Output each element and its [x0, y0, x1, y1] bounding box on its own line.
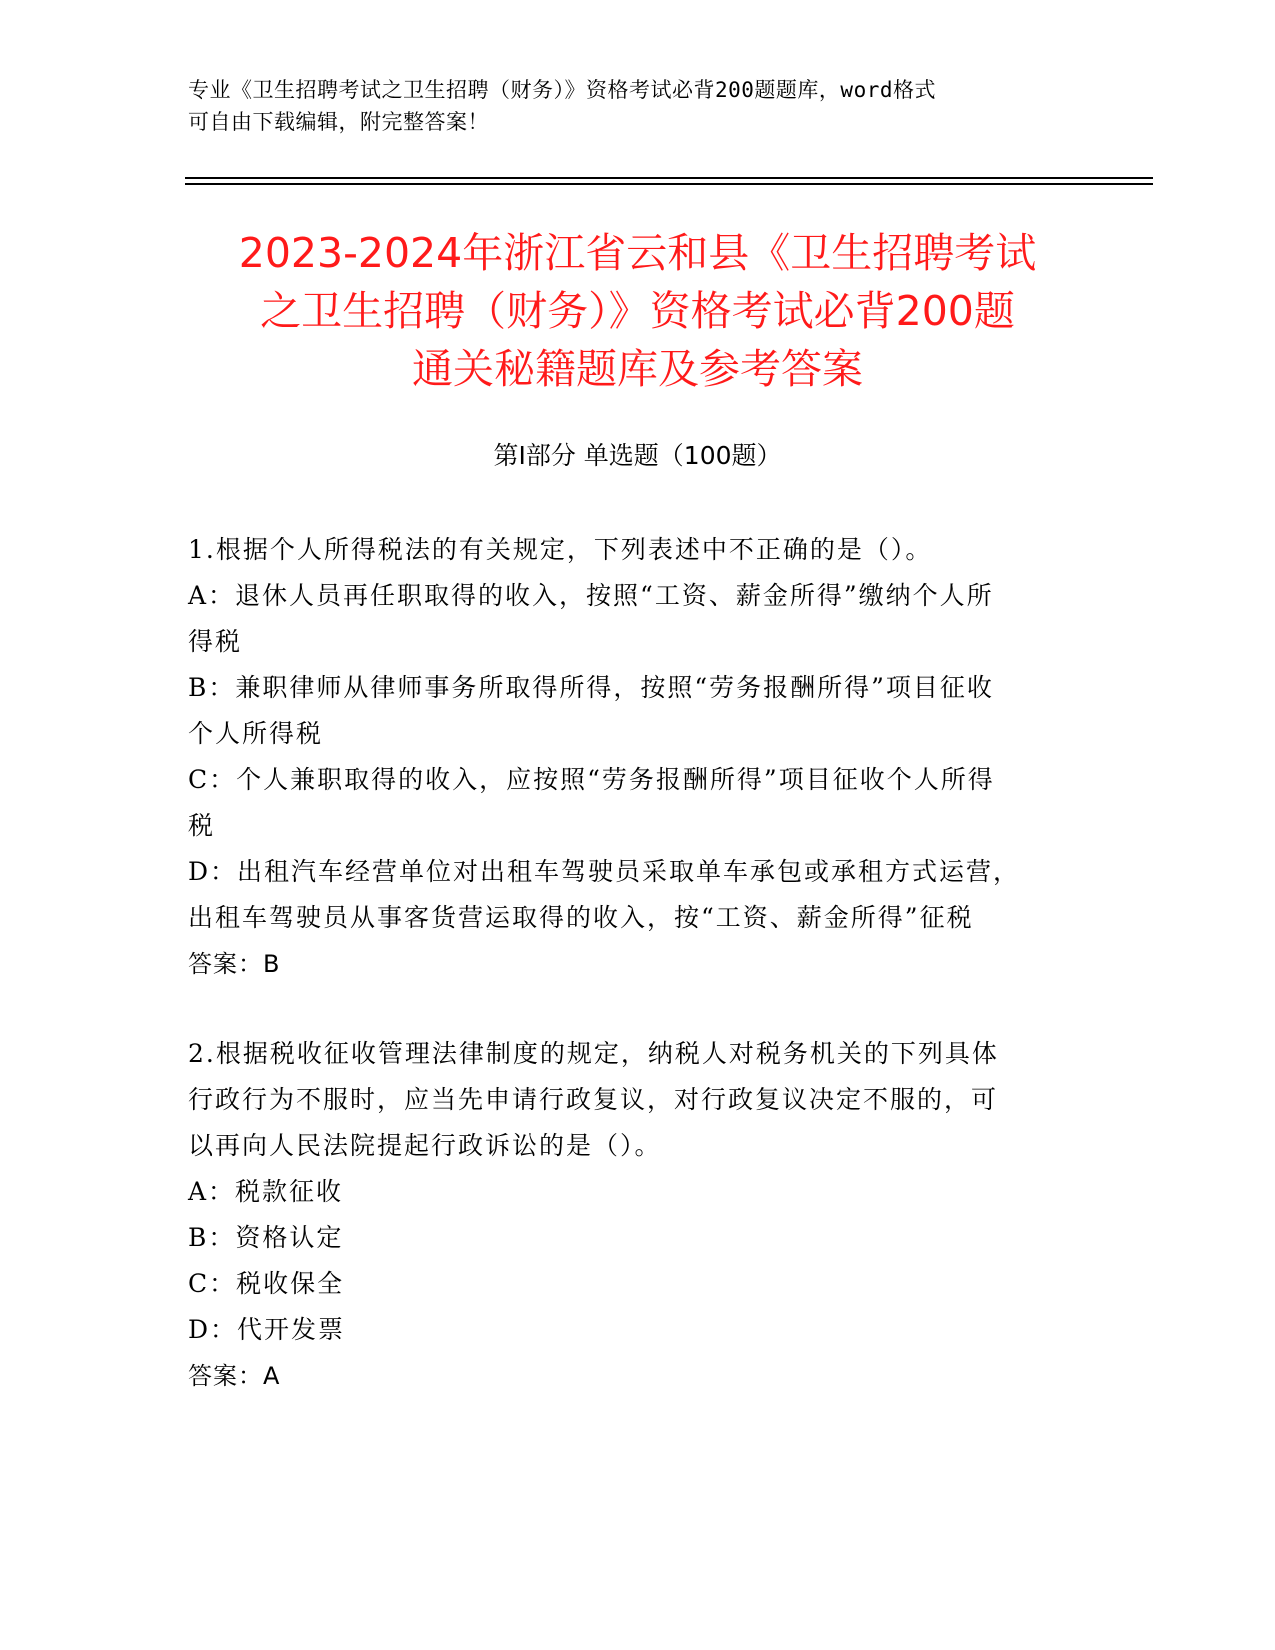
document-title [150, 224, 1125, 398]
question-spacer [188, 987, 1078, 1031]
option-text: 得税 [188, 627, 243, 656]
option-text: D：出租汽车经营单位对出租车驾驶员采取单车承包或承租方式运营， [188, 857, 1021, 886]
option-text: B：兼职律师从律师事务所取得所得，按照“劳务报酬所得”项目征收 [188, 673, 994, 702]
answer-text: 答案：B [188, 950, 281, 978]
document-title-line: 2023-2024年浙江省云和县《卫生招聘考试 [238, 229, 1037, 277]
question-item [188, 1031, 1078, 1399]
document-title-line: 通关秘籍题库及参考答案 [412, 345, 863, 393]
answer-text: 答案：A [188, 1362, 281, 1390]
question-text: 以再向人民法院提起行政诉讼的是（）。 [188, 1131, 662, 1160]
option-text: B：资格认定 [188, 1223, 344, 1252]
header-note-line: 可自由下载编辑，附完整答案！ [188, 110, 489, 134]
question-list [188, 527, 1078, 1399]
option-text: C：税收保全 [188, 1269, 345, 1298]
question-text: 2.根据税收征收管理法律制度的规定，纳税人对税务机关的下列具体 [188, 1039, 999, 1068]
question-item [188, 527, 1078, 987]
option-text: A：税款征收 [188, 1177, 344, 1206]
option-text: 个人所得税 [188, 719, 324, 748]
section-title: 第Ⅰ部分 单选题（100题） [493, 441, 782, 470]
question-text: 1.根据个人所得税法的有关规定，下列表述中不正确的是（）。 [188, 535, 933, 564]
option-text: 税 [188, 811, 216, 840]
document-title-line: 之卫生招聘（财务）》资格考试必背200题 [260, 287, 1015, 335]
option-text: C：个人兼职取得的收入，应按照“劳务报酬所得”项目征收个人所得 [188, 765, 995, 794]
option-text: D：代开发票 [188, 1315, 346, 1344]
option-text: 出租车驾驶员从事客货营运取得的收入，按“工资、薪金所得”征税 [188, 903, 974, 932]
header-divider-top [185, 177, 1153, 179]
question-text: 行政行为不服时，应当先申请行政复议，对行政复议决定不服的，可 [188, 1085, 999, 1114]
header-note-line: 专业《卫生招聘考试之卫生招聘（财务）》资格考试必背200题题库，word格式 [188, 78, 936, 102]
header-divider-bottom [185, 183, 1153, 185]
header-note [188, 74, 1088, 138]
option-text: A：退休人员再任职取得的收入，按照“工资、薪金所得”缴纳个人所 [188, 581, 994, 610]
